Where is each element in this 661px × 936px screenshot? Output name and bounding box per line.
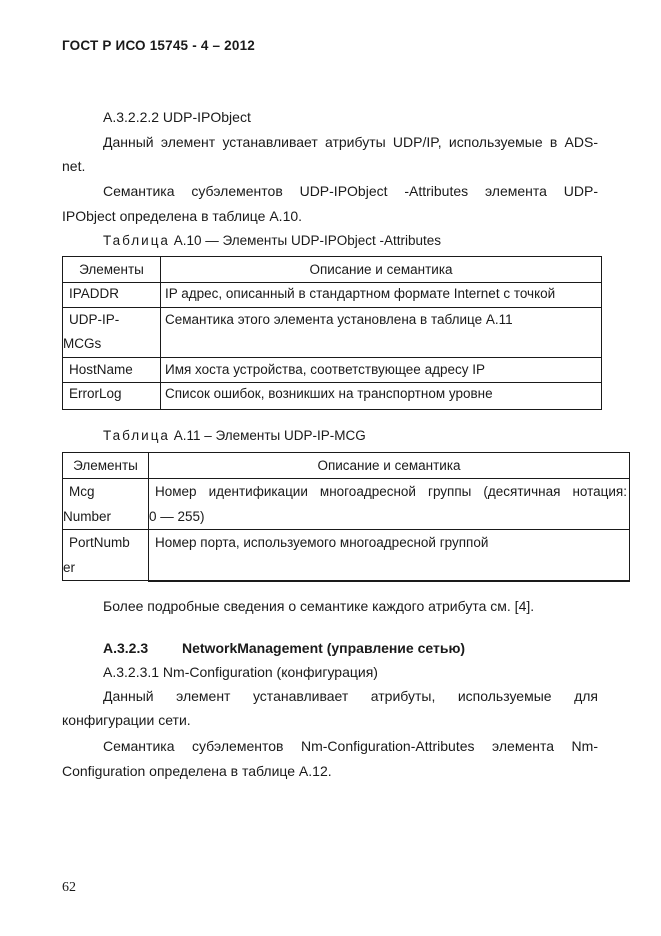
paragraph-line: Данный элемент устанавливает атрибуты, используемые для	[103, 688, 598, 704]
caption-prefix: Таблица	[103, 428, 170, 443]
element-cell: IPADDR	[63, 283, 161, 308]
paragraph-line: Семантика субэлементов UDP-IPObject -Attributes элемента UDP-	[103, 183, 598, 199]
table-caption	[103, 233, 441, 248]
paragraph-line: Данный элемент устанавливает атрибуты UDP/IP, используемые в ADS-	[103, 134, 598, 150]
section-title: NetworkManagement (управление сетью)	[182, 640, 466, 656]
column-header: Элементы	[63, 257, 161, 283]
table-caption	[103, 428, 366, 443]
paragraph-line: Configuration определена в таблице А.12.	[62, 763, 332, 779]
document-header: ГОСТ Р ИСО 15745 - 4 – 2012	[62, 38, 255, 53]
section-number: А.3.2.3	[103, 640, 149, 656]
element-cell: HostName	[63, 358, 161, 383]
element-line: MCGs	[63, 336, 102, 351]
column-header: Элементы	[63, 453, 149, 479]
element-cell	[63, 479, 149, 530]
paragraph-line: конфигурации сети.	[62, 712, 191, 728]
description-line: 0 — 255)	[149, 509, 205, 524]
description-cell: Семантика этого элемента установлена в таблице А.11	[161, 308, 602, 358]
description-cell	[149, 479, 630, 530]
element-line: er	[63, 560, 76, 575]
caption-prefix: Таблица	[103, 233, 170, 248]
paragraph-line: Семантика субэлементов Nm-Configuration-Attributes элемента Nm-	[103, 738, 598, 754]
element-cell: ErrorLog	[63, 383, 161, 410]
table-row	[63, 383, 602, 410]
description-cell: Имя хоста устройства, соответствующее адресу IP	[161, 358, 602, 383]
table-row	[63, 358, 602, 383]
column-header: Описание и семантика	[149, 453, 630, 479]
table-row	[63, 283, 602, 308]
table-a11	[62, 452, 630, 582]
element-line: PortNumb	[69, 535, 130, 550]
table-row	[63, 479, 630, 530]
table-row	[63, 308, 602, 358]
element-line: UDP-IP-	[69, 312, 120, 327]
paragraph-line: IPObject определена в таблице А.10.	[62, 208, 303, 224]
element-line: Mcg	[69, 484, 95, 499]
page-number: 62	[62, 880, 76, 895]
description-line: Номер идентификации многоадресной группы (десятичная нотация:	[155, 484, 627, 499]
element-line: Number	[63, 509, 112, 524]
subsection-heading: А.3.2.2.2 UDP-IPObject	[103, 109, 251, 125]
table-row	[63, 530, 630, 581]
table-a10	[62, 256, 602, 410]
description-cell: IP адрес, описанный в стандартном формате Internet с точкой	[161, 283, 602, 308]
description-cell: Номер порта, используемого многоадресной группой	[149, 530, 630, 581]
caption-text: А.11 – Элементы UDP-IP-MCG	[169, 428, 366, 443]
paragraph-line: Более подробные сведения о семантике каждого атрибута см. [4].	[103, 598, 535, 614]
caption-text: А.10 — Элементы UDP-IPObject -Attributes	[169, 233, 442, 248]
element-cell	[63, 308, 161, 358]
column-header: Описание и семантика	[161, 257, 602, 283]
description-cell: Список ошибок, возникших на транспортном уровне	[161, 383, 602, 410]
element-cell	[63, 530, 149, 581]
subsection-heading: А.3.2.3.1 Nm-Configuration (конфигурация)	[103, 664, 378, 680]
table-header-row	[63, 257, 602, 283]
table-header-row	[63, 453, 630, 479]
paragraph-line: net.	[62, 158, 86, 174]
